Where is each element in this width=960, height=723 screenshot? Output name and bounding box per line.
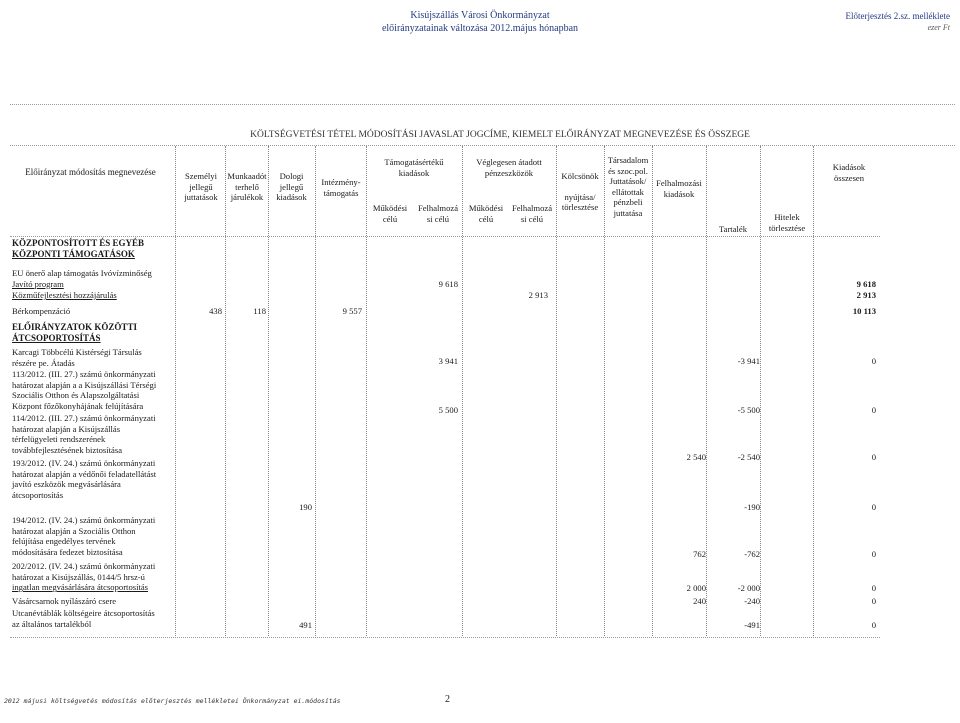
- cell-tartalek: -491: [744, 620, 760, 630]
- cell-total: 0: [871, 549, 876, 559]
- cell-dologi: 491: [299, 620, 312, 630]
- table-row: Bérkompenzáció: [12, 306, 71, 316]
- top-separator: [10, 104, 955, 105]
- cell-total: 0: [871, 620, 876, 630]
- cell-tartalek: -5 500: [737, 405, 760, 415]
- col-line: [225, 146, 226, 636]
- cell-felhalm-kiad: 762: [693, 549, 706, 559]
- cell-tartalek: -3 941: [737, 356, 760, 366]
- table-row: Közműfejlesztési hozzájárulás: [12, 290, 117, 300]
- cell-total: 0: [871, 583, 876, 593]
- table-title: KÖLTSÉGVETÉSI TÉTEL MÓDOSÍTÁSI JAVASLAT JOGCÍME, KIEMELT ELŐIRÁNYZAT MEGNEVEZÉSE ÉS ÖSSZEGE: [250, 130, 750, 140]
- header-kiadasok-osszesen: Kiadások összesen: [832, 162, 866, 183]
- header-szemelyi: Személyi jellegű juttatások: [184, 171, 218, 203]
- cell-dologi: 190: [299, 502, 312, 512]
- header-felhalmozasi-1: Felhalmozá si célú: [417, 203, 459, 224]
- header-tartalek: Tartalék: [718, 224, 748, 234]
- table-row: 193/2012. (IV. 24.) számú önkormányzati határozat alapján a védőnői feladatellátást javító eszközök megvásárlására átcsoportosítás: [12, 458, 157, 500]
- header-tamogatasertéku: Támogatásértékű kiadások: [384, 157, 444, 178]
- table-row: Karcagi Többcélú Kistérségi Társulás részére pe. Átadás: [12, 347, 142, 368]
- col-line: [604, 146, 605, 636]
- cell-felhalm-kiad: 2 540: [686, 452, 706, 462]
- cell-total: 0: [871, 452, 876, 462]
- cell-total: 10 113: [852, 306, 876, 316]
- header-bottom-line: [10, 236, 880, 237]
- cell-total: 2 913: [856, 290, 876, 300]
- cell-total: 0: [871, 502, 876, 512]
- header-felhalmozasi-kiadasok: Felhalmozási kiadások: [656, 178, 702, 199]
- header-felhalmozasi-2: Felhalmozá si célú: [511, 203, 553, 224]
- col-line: [268, 146, 269, 636]
- header-munkaado: Munkaadót terhelő járulékok: [227, 171, 267, 203]
- report-subtitle: előirányzatainak változása 2012.május hónapban: [381, 23, 579, 34]
- header-kolcsonok: Kölcsönök nyújtása/ törlesztése: [561, 171, 599, 213]
- table-row: 194/2012. (IV. 24.) számú önkormányzati határozat alapján a Szociális Otthon felújítása engedélyes tervének módosítására fedezet biztosítása: [12, 515, 156, 557]
- cell-veg-felhalm: 2 913: [528, 290, 548, 300]
- header-dologi: Dologi jellegű kiadások: [276, 171, 307, 203]
- col-line: [556, 146, 557, 636]
- cell-szemelyi: 438: [209, 306, 222, 316]
- cell-felhalm-kiad: 240: [693, 596, 706, 606]
- table-row: 202/2012. (IV. 24.) számú önkormányzati határozat a Kisújszállás, 0144/5 hrsz-ú ingatlan megvásárlására átcsoportosítás: [12, 561, 156, 593]
- table-row: Vásárcsarnok nyílászáró csere: [12, 596, 117, 606]
- col-line: [315, 146, 316, 636]
- cell-tartalek: -190: [744, 502, 760, 512]
- cell-total: 9 618: [856, 279, 876, 289]
- cell-tam-mukodesi: 9 618: [438, 279, 458, 289]
- col-line: [652, 146, 653, 636]
- col-line: [175, 146, 176, 636]
- cell-total: 0: [871, 356, 876, 366]
- cell-intezmeny: 9 557: [342, 306, 362, 316]
- section-eloiranyzatok: ELŐIRÁNYZATOK KÖZÖTTI ÁTCSOPORTOSÍTÁS: [12, 322, 137, 343]
- table-row: EU önerő alap támogatás Ivóvízminőség Javító program: [12, 268, 152, 289]
- cell-total: 0: [871, 596, 876, 606]
- table-row: 114/2012. (III. 27.) számú önkormányzati határozat alapján a Kisújszállás térfelügyeleti rendszerének továbbfejlesztésének biztosítása: [12, 413, 156, 455]
- cell-munkaado: 118: [253, 306, 266, 316]
- unit-label: ezer Ft: [927, 23, 950, 32]
- section-kozpontositott: KÖZPONTOSÍTOTT ÉS EGYÉB KÖZPONTI TÁMOGATÁSOK: [12, 238, 145, 259]
- cell-tartalek: -2 000: [737, 583, 760, 593]
- cell-tartalek: -240: [744, 596, 760, 606]
- header-mukodesi-1: Működési célú: [372, 203, 408, 224]
- table-bottom-line: [10, 637, 880, 638]
- header-tarsadalom: Társadalom és szoc.pol. Juttatások/ ellátottak pénzbeli juttatása: [607, 155, 649, 218]
- header-mukodesi-2: Működési célú: [468, 203, 504, 224]
- table-row: Utcanévtáblák költségeire átcsoportosítás az általános tartalékból: [12, 608, 155, 629]
- cell-total: 0: [871, 405, 876, 415]
- cell-tartalek: -2 540: [737, 452, 760, 462]
- annex-label: Előterjesztés 2.sz. melléklete: [845, 11, 950, 21]
- header-name: Előirányzat módosítás megnevezése: [25, 167, 156, 177]
- cell-tam-mukodesi: 5 500: [438, 405, 458, 415]
- cell-tam-mukodesi: 3 941: [438, 356, 458, 366]
- footer-file-path: 2012 májusi költségvetés módosítás előterjesztés mellékletei Önkormányzat ei.módosítás: [4, 697, 341, 705]
- cell-tartalek: -762: [744, 549, 760, 559]
- table-row: 113/2012. (III. 27.) számú önkormányzati határozat alapján a a Kisújszállási Térségi Szociális Otthon és Alapszolgáltatási Központ főzőkonyhájának felújítására: [12, 369, 157, 411]
- header-hitelek: Hitelek törlesztése: [768, 212, 806, 233]
- header-intezmeny: Intézmény- támogatás: [321, 177, 361, 198]
- report-title: Kisújszállás Városi Önkormányzat: [410, 10, 550, 21]
- page-number: 2: [445, 694, 450, 705]
- header-veglegesen: Véglegesen átadott pénzeszközök: [476, 157, 542, 178]
- cell-felhalm-kiad: 2 000: [686, 583, 706, 593]
- col-line: [706, 146, 707, 636]
